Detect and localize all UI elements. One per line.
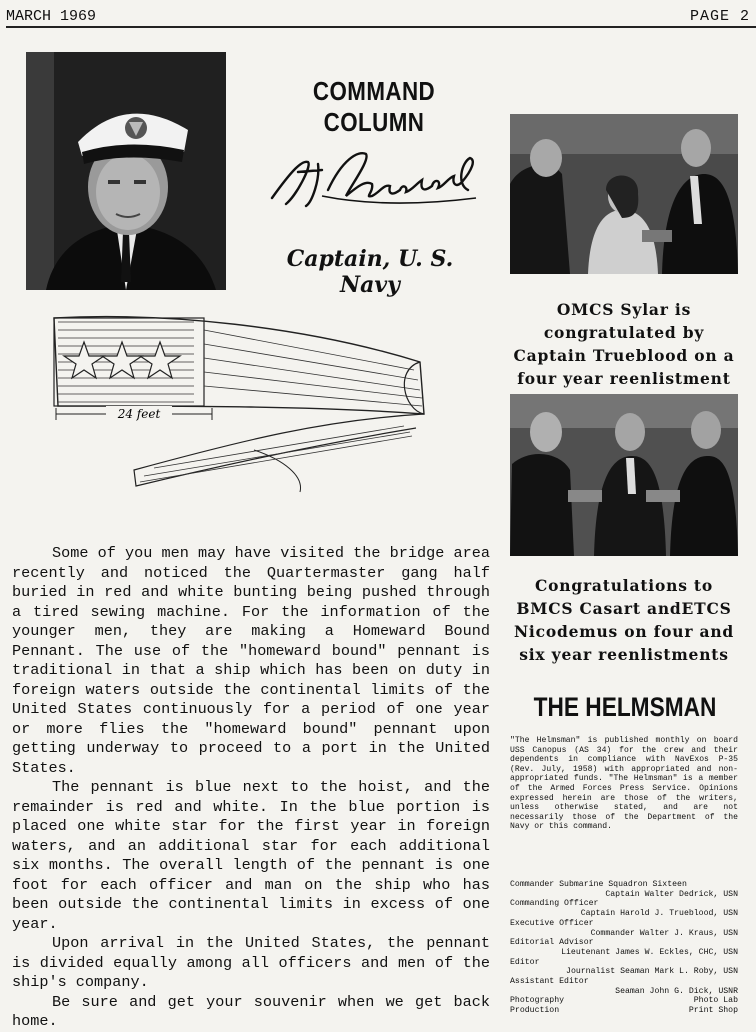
staff-name: Captain Walter Dedrick, USN: [605, 889, 738, 899]
staff-role: Editorial Advisor: [510, 938, 594, 948]
staff-name: Captain Harold J. Trueblood, USN: [580, 909, 738, 919]
header-rule: [6, 26, 756, 28]
issue-date: MARCH 1969: [6, 8, 97, 25]
article-paragraph: Some of you men may have visited the bridge area recently and noticed the Quartermaster gang half buried in red and white bunting being pushed through a tired sewing machine. For the information of the younger men, they are making a Homeward Bound Pennant. The use of the "homeward bound" pennant is traditional in that a ship which has been on duty in foreign waters outside the continental limits of the United States continuously for a period of one year or more flies the "homeward bound" pennant upon getting underway to proceed to a port in the United States.: [12, 544, 490, 777]
captain-rank: Captain, U. S. Navy: [286, 246, 454, 298]
caption-casart: Congratulations to BMCS Casart andETCS Nicodemus on four and six year reenlistments: [513, 576, 735, 664]
staff-role: Executive Officer: [510, 918, 594, 928]
article-body: [12, 544, 490, 1032]
helmsman-title: THE HELMSMAN: [533, 692, 717, 722]
page-number: PAGE 2: [689, 8, 750, 25]
command-column-title: COMMAND COLUMN: [312, 76, 436, 137]
staff-list: [510, 880, 738, 1016]
staff-name: Journalist Seaman Mark L. Roby, USN: [566, 967, 738, 977]
staff-name: Seaman John G. Dick, USNR: [615, 986, 738, 996]
article-paragraph: The pennant is blue next to the hoist, and the remainder is red and white. In the blue portion is placed one white star for the first year in foreign waters, and an additional star for each additional six months. The overall length of the pennant is one foot for each officer and man on the ship who has been outside the continental limits in excess of one year.: [12, 778, 490, 933]
staff-name: Lieutenant James W. Eckles, CHC, USN: [561, 947, 738, 957]
caption-sylar: OMCS Sylar is congratulated by Captain Trueblood on a four year reenlistment: [513, 300, 735, 388]
credit-name: Print Shop: [688, 1006, 738, 1016]
staff-role: Assistant Editor: [510, 977, 589, 987]
masthead-notice: "The Helmsman" is published monthly on board USS Canopus (AS 34) for the crew and their dependents in compliance with NavExos P-35 (Rev. July, 1958) with appropriated and non-appropriated funds. "The Helmsman" is a member of the Armed Forces Press Service. Opinions expressed herein are those of the writers, unless otherwise stated, and are not necessarily those of the Department of the Navy or this command.: [510, 736, 738, 832]
article-paragraph: Upon arrival in the United States, the pennant is divided equally among all officers and men of the ship's company.: [12, 934, 490, 991]
signature-image: [262, 140, 486, 220]
credit-row: [510, 996, 738, 1006]
pennant-drawing: [44, 310, 434, 500]
credit-name: Photo Lab: [693, 996, 738, 1006]
staff-role: Commander Submarine Squadron Sixteen: [510, 880, 687, 889]
credit-row: [510, 1006, 738, 1016]
pennant-length-label: 24 feet: [117, 407, 161, 421]
credit-role: Photography: [510, 996, 565, 1006]
staff-role: Commanding Officer: [510, 899, 599, 909]
reenlistment-photo-1: [510, 114, 738, 274]
staff-role: Editor: [510, 957, 540, 967]
article-paragraph: Be sure and get your souvenir when we get back home.: [12, 992, 490, 1030]
reenlistment-photo-2: [510, 394, 738, 556]
captain-portrait-photo: [26, 52, 226, 290]
staff-name: Commander Walter J. Kraus, USN: [590, 928, 738, 938]
credit-role: Production: [510, 1006, 560, 1016]
